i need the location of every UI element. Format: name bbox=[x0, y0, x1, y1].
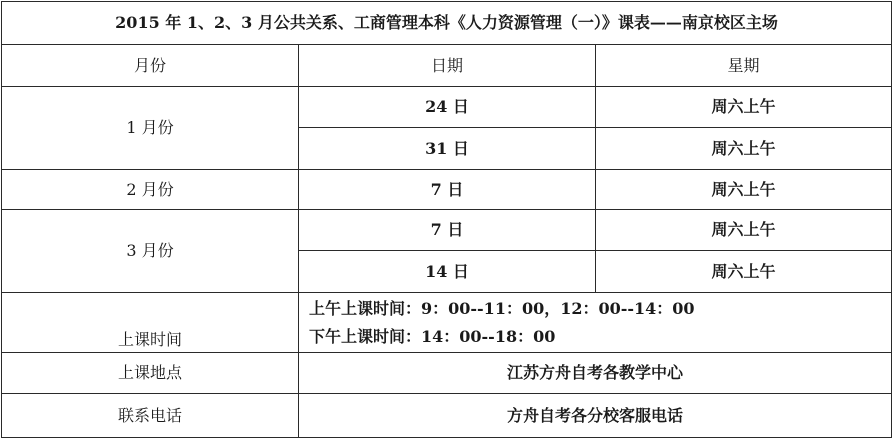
table-row bbox=[2, 170, 892, 210]
month-cell-jan: 1 月份 bbox=[2, 87, 299, 170]
contact-row bbox=[2, 394, 892, 438]
table-title: 2015 年 1、2、3 月公共关系、工商管理本科《人力资源管理（一）》课表——南京校区主场 bbox=[2, 2, 892, 45]
weekday-cell: 周六上午 bbox=[596, 251, 892, 293]
class-time-label: 上课时间 bbox=[2, 293, 299, 353]
class-time-row bbox=[2, 293, 892, 353]
header-weekday: 星期 bbox=[596, 45, 892, 87]
date-cell: 31 日 bbox=[299, 128, 596, 170]
afternoon-time: 下午上课时间：14：00--18：00 bbox=[309, 326, 556, 346]
weekday-cell: 周六上午 bbox=[596, 170, 892, 210]
contact-value: 方舟自考各分校客服电话 bbox=[299, 394, 892, 438]
weekday-cell: 周六上午 bbox=[596, 210, 892, 251]
morning-time: 上午上课时间：9：00--11：00，12：00--14：00 bbox=[309, 298, 695, 318]
date-cell: 7 日 bbox=[299, 170, 596, 210]
header-date: 日期 bbox=[299, 45, 596, 87]
contact-label: 联系电话 bbox=[2, 394, 299, 438]
header-month: 月份 bbox=[2, 45, 299, 87]
class-time-values bbox=[299, 293, 892, 353]
weekday-cell: 周六上午 bbox=[596, 128, 892, 170]
weekday-cell: 周六上午 bbox=[596, 87, 892, 128]
location-value: 江苏方舟自考各教学中心 bbox=[299, 353, 892, 394]
schedule-table bbox=[1, 1, 892, 438]
date-cell: 7 日 bbox=[299, 210, 596, 251]
title-row bbox=[2, 2, 892, 45]
location-label: 上课地点 bbox=[2, 353, 299, 394]
month-cell-mar: 3 月份 bbox=[2, 210, 299, 293]
date-cell: 14 日 bbox=[299, 251, 596, 293]
table-row bbox=[2, 210, 892, 251]
location-row bbox=[2, 353, 892, 394]
month-cell-feb: 2 月份 bbox=[2, 170, 299, 210]
table-row bbox=[2, 87, 892, 128]
header-row bbox=[2, 45, 892, 87]
date-cell: 24 日 bbox=[299, 87, 596, 128]
